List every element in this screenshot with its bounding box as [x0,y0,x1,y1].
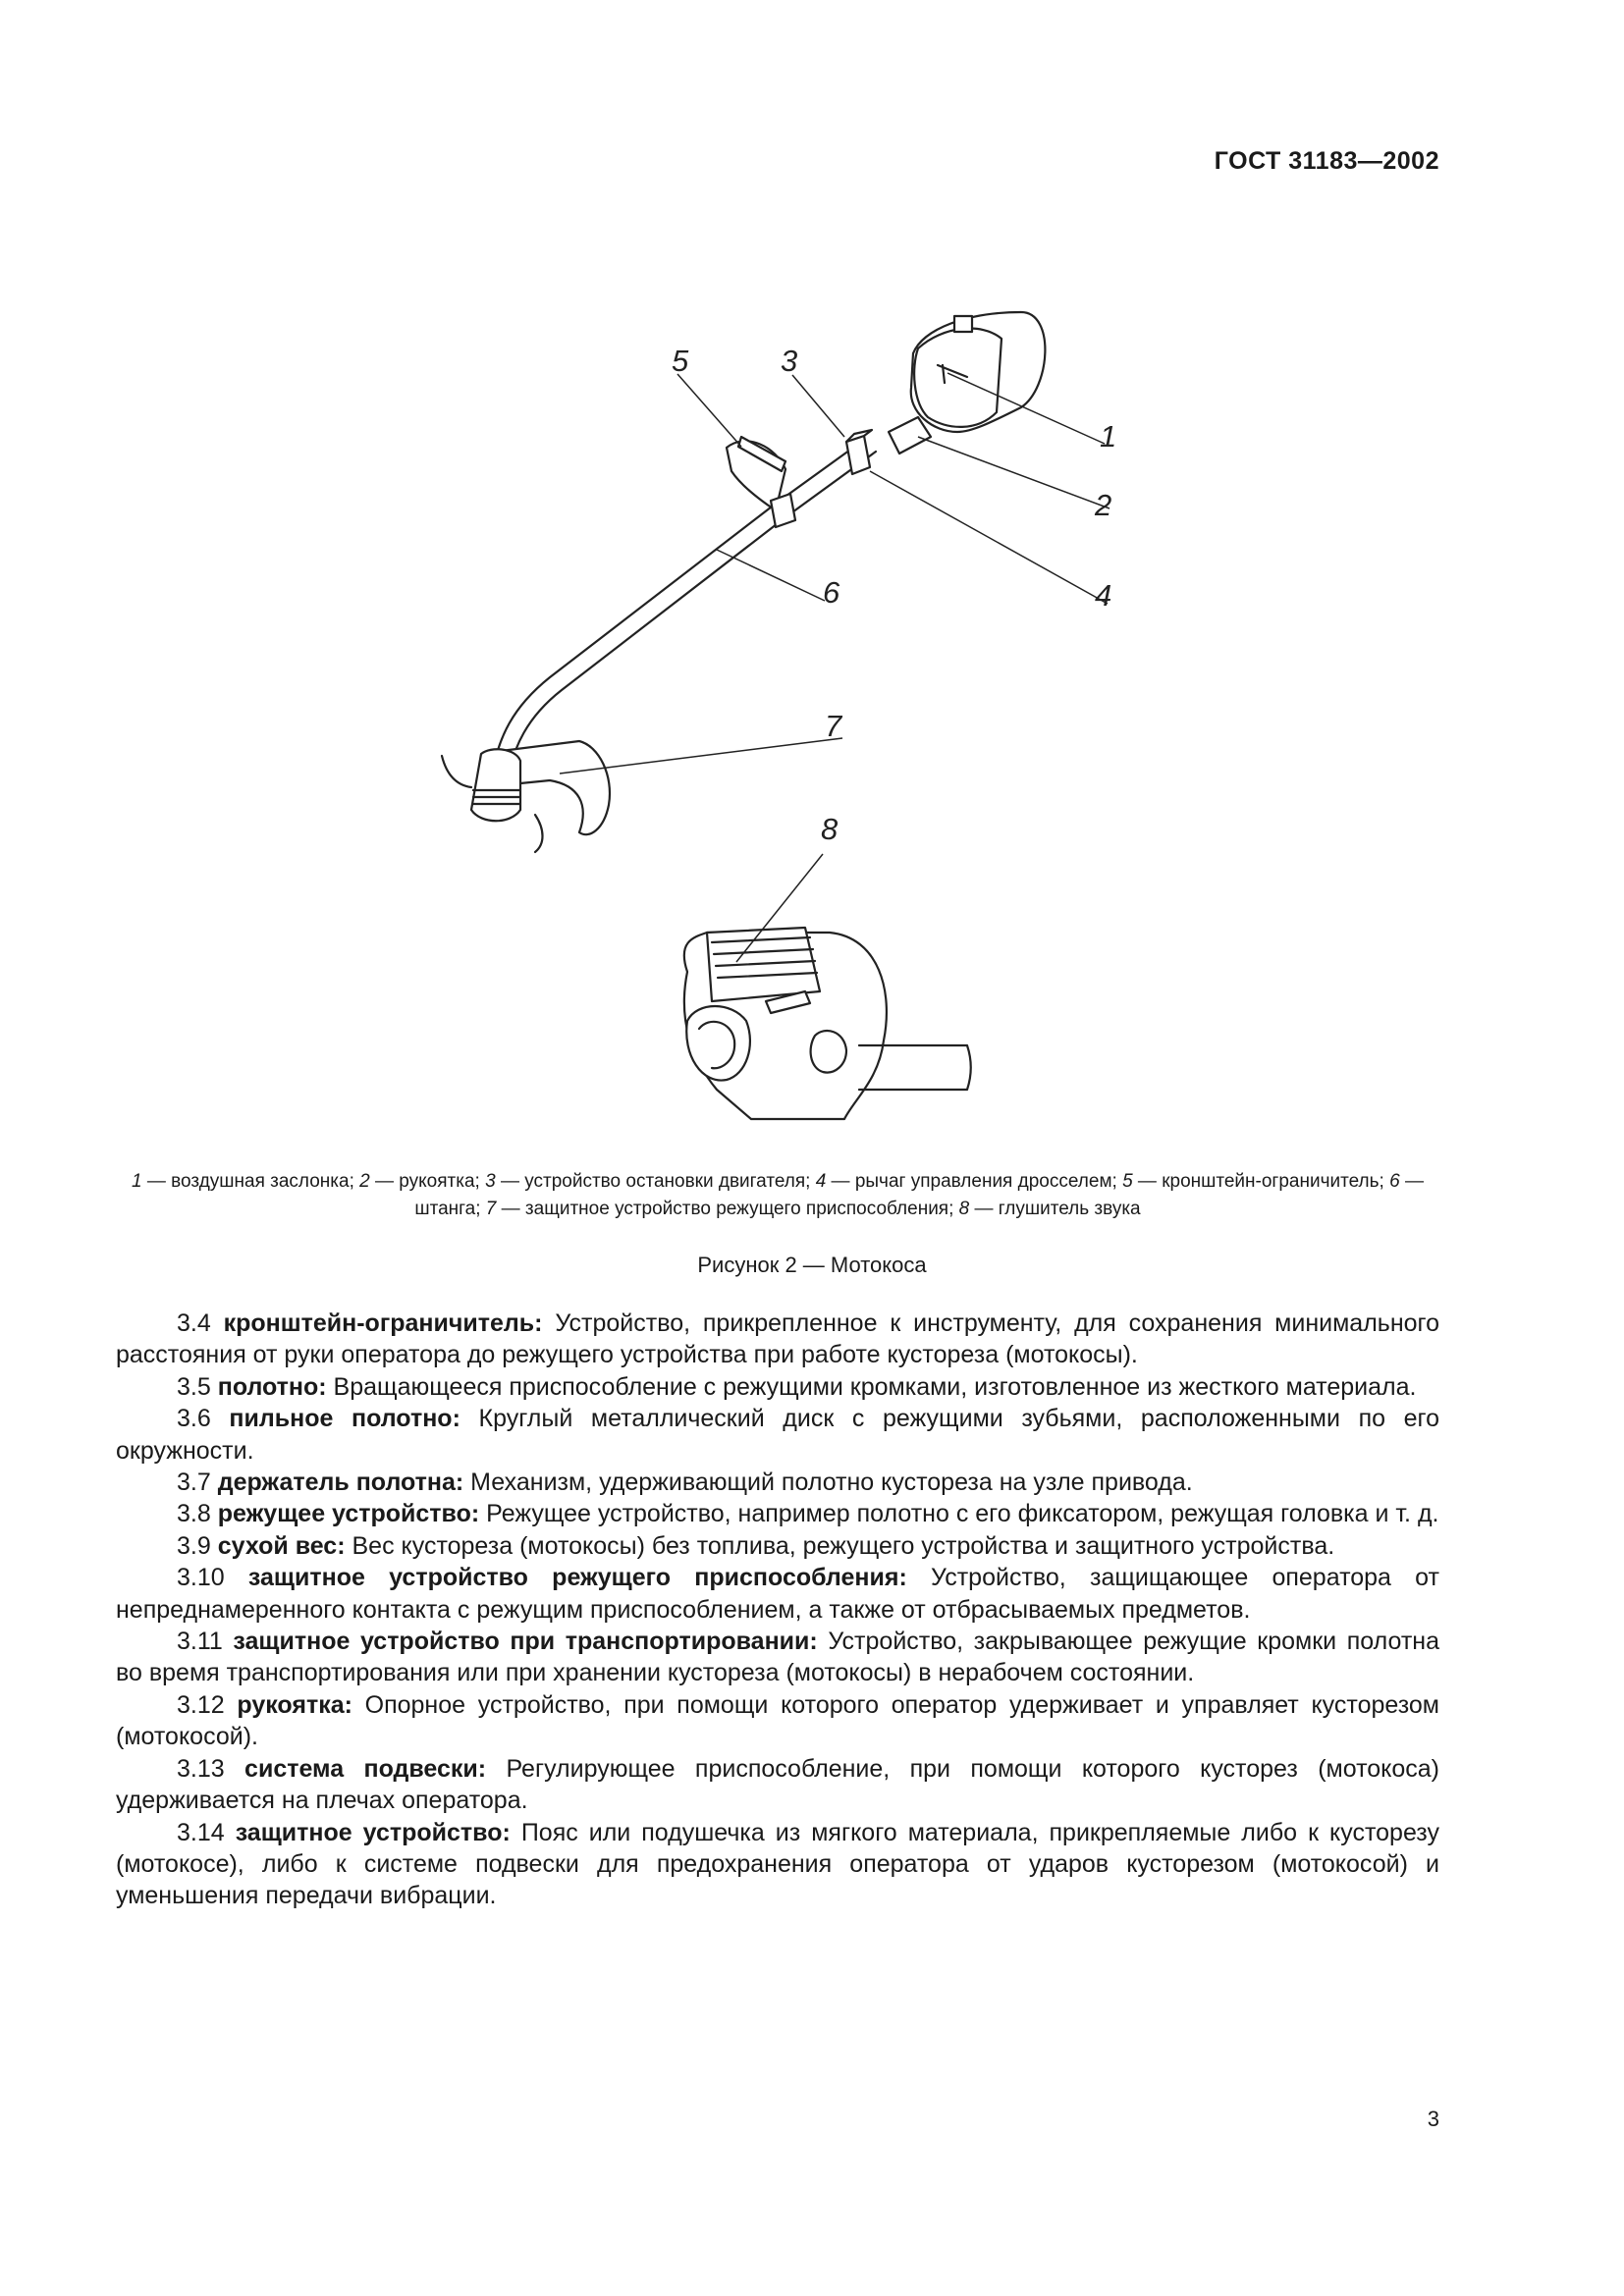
figure-legend [116,1168,1439,1223]
definition-item: 3.6 пильное полотно: Круглый металлический диск с режущими зубьями, расположенными по его окружности. [116,1405,1440,1465]
callout-label-3: 3 [781,344,798,378]
document-standard-number: ГОСТ 31183—2002 [1214,147,1439,175]
definition-item: 3.14 защитное устройство: Пояс или подушечка из мягкого материала, прикрепляемые либо к кусторезу (мотокосе), либо к системе подвески для предохранения оператора от ударов кусторезом (мотокосой) и уменьшения передачи вибрации. [116,1818,1439,1910]
figure-brushcutter-drawing [0,275,1624,1158]
engine-housing-drawing [889,312,1045,454]
control-block-drawing [846,430,872,474]
callout-label-6: 6 [823,575,840,610]
definition-item: 3.13 система подвески: Регулирующее приспособление, при помощи которого кусторез (мотокоса) удерживается на плечах оператора. [116,1754,1439,1815]
legend-item: 8 — глушитель звука [958,1199,1141,1219]
shaft-drawing [491,440,876,790]
legend-item: 4 — рычаг управления дросселем; [815,1171,1123,1192]
callout-label-8: 8 [821,812,839,846]
callout-label-2: 2 [1095,488,1112,522]
definitions-list [116,1308,1439,1912]
cutting-guard-drawing [442,741,610,852]
legend-item: 3 — устройство остановки двигателя; [485,1171,816,1192]
definition-item: 3.12 рукоятка: Опорное устройство, при помощи которого оператор удерживает и управляет кусторезом (мотокосой). [116,1690,1439,1751]
muffler-detail-drawing [684,928,971,1119]
callout-label-7: 7 [825,709,842,743]
definition-item: 3.9 сухой вес: Вес кустореза (мотокосы) без топлива, режущего устройства и защитного устройства. [177,1531,1335,1560]
callout-label-1: 1 [1100,419,1117,454]
callout-label-5: 5 [672,344,689,378]
definition-item: 3.8 режущее устройство: Режущее устройство, например полотно с его фиксатором, режущая головка и т. д. [177,1500,1439,1528]
legend-item: 6 — штанга; [414,1171,1424,1219]
definition-item: 3.7 держатель полотна: Механизм, удерживающий полотно кустореза на узле привода. [177,1468,1193,1497]
definition-item: 3.11 защитное устройство при транспортировании: Устройство, закрывающее режущие кромки полотна во время транспортирования или при хранении кустореза (мотокосы) в нерабочем состоянии. [116,1628,1439,1687]
legend-item: 1 — воздушная заслонка; [132,1171,360,1192]
legend-item: 5 — кронштейн-ограничитель; [1122,1171,1390,1192]
page-number: 3 [1427,2107,1439,2131]
figure-title: Рисунок 2 — Мотокоса [697,1253,927,1277]
legend-item: 2 — рукоятка; [359,1171,486,1192]
callout-label-4: 4 [1095,578,1112,613]
definition-item: 3.4 кронштейн-ограничитель: Устройство, прикрепленное к инструменту, для сохранения минимального расстояния от руки оператора до режущего устройства при работе кустореза (мотокосы). [116,1309,1439,1369]
definition-item: 3.10 защитное устройство режущего приспособления: Устройство, защищающее оператора от непреднамеренного контакта с режущим приспособлением, а также от отбрасываемых предметов. [116,1564,1439,1624]
definition-item: 3.5 полотно: Вращающееся приспособление с режущими кромками, изготовленное из жесткого материала. [177,1372,1417,1401]
legend-item: 7 — защитное устройство режущего приспособления; [485,1199,959,1219]
